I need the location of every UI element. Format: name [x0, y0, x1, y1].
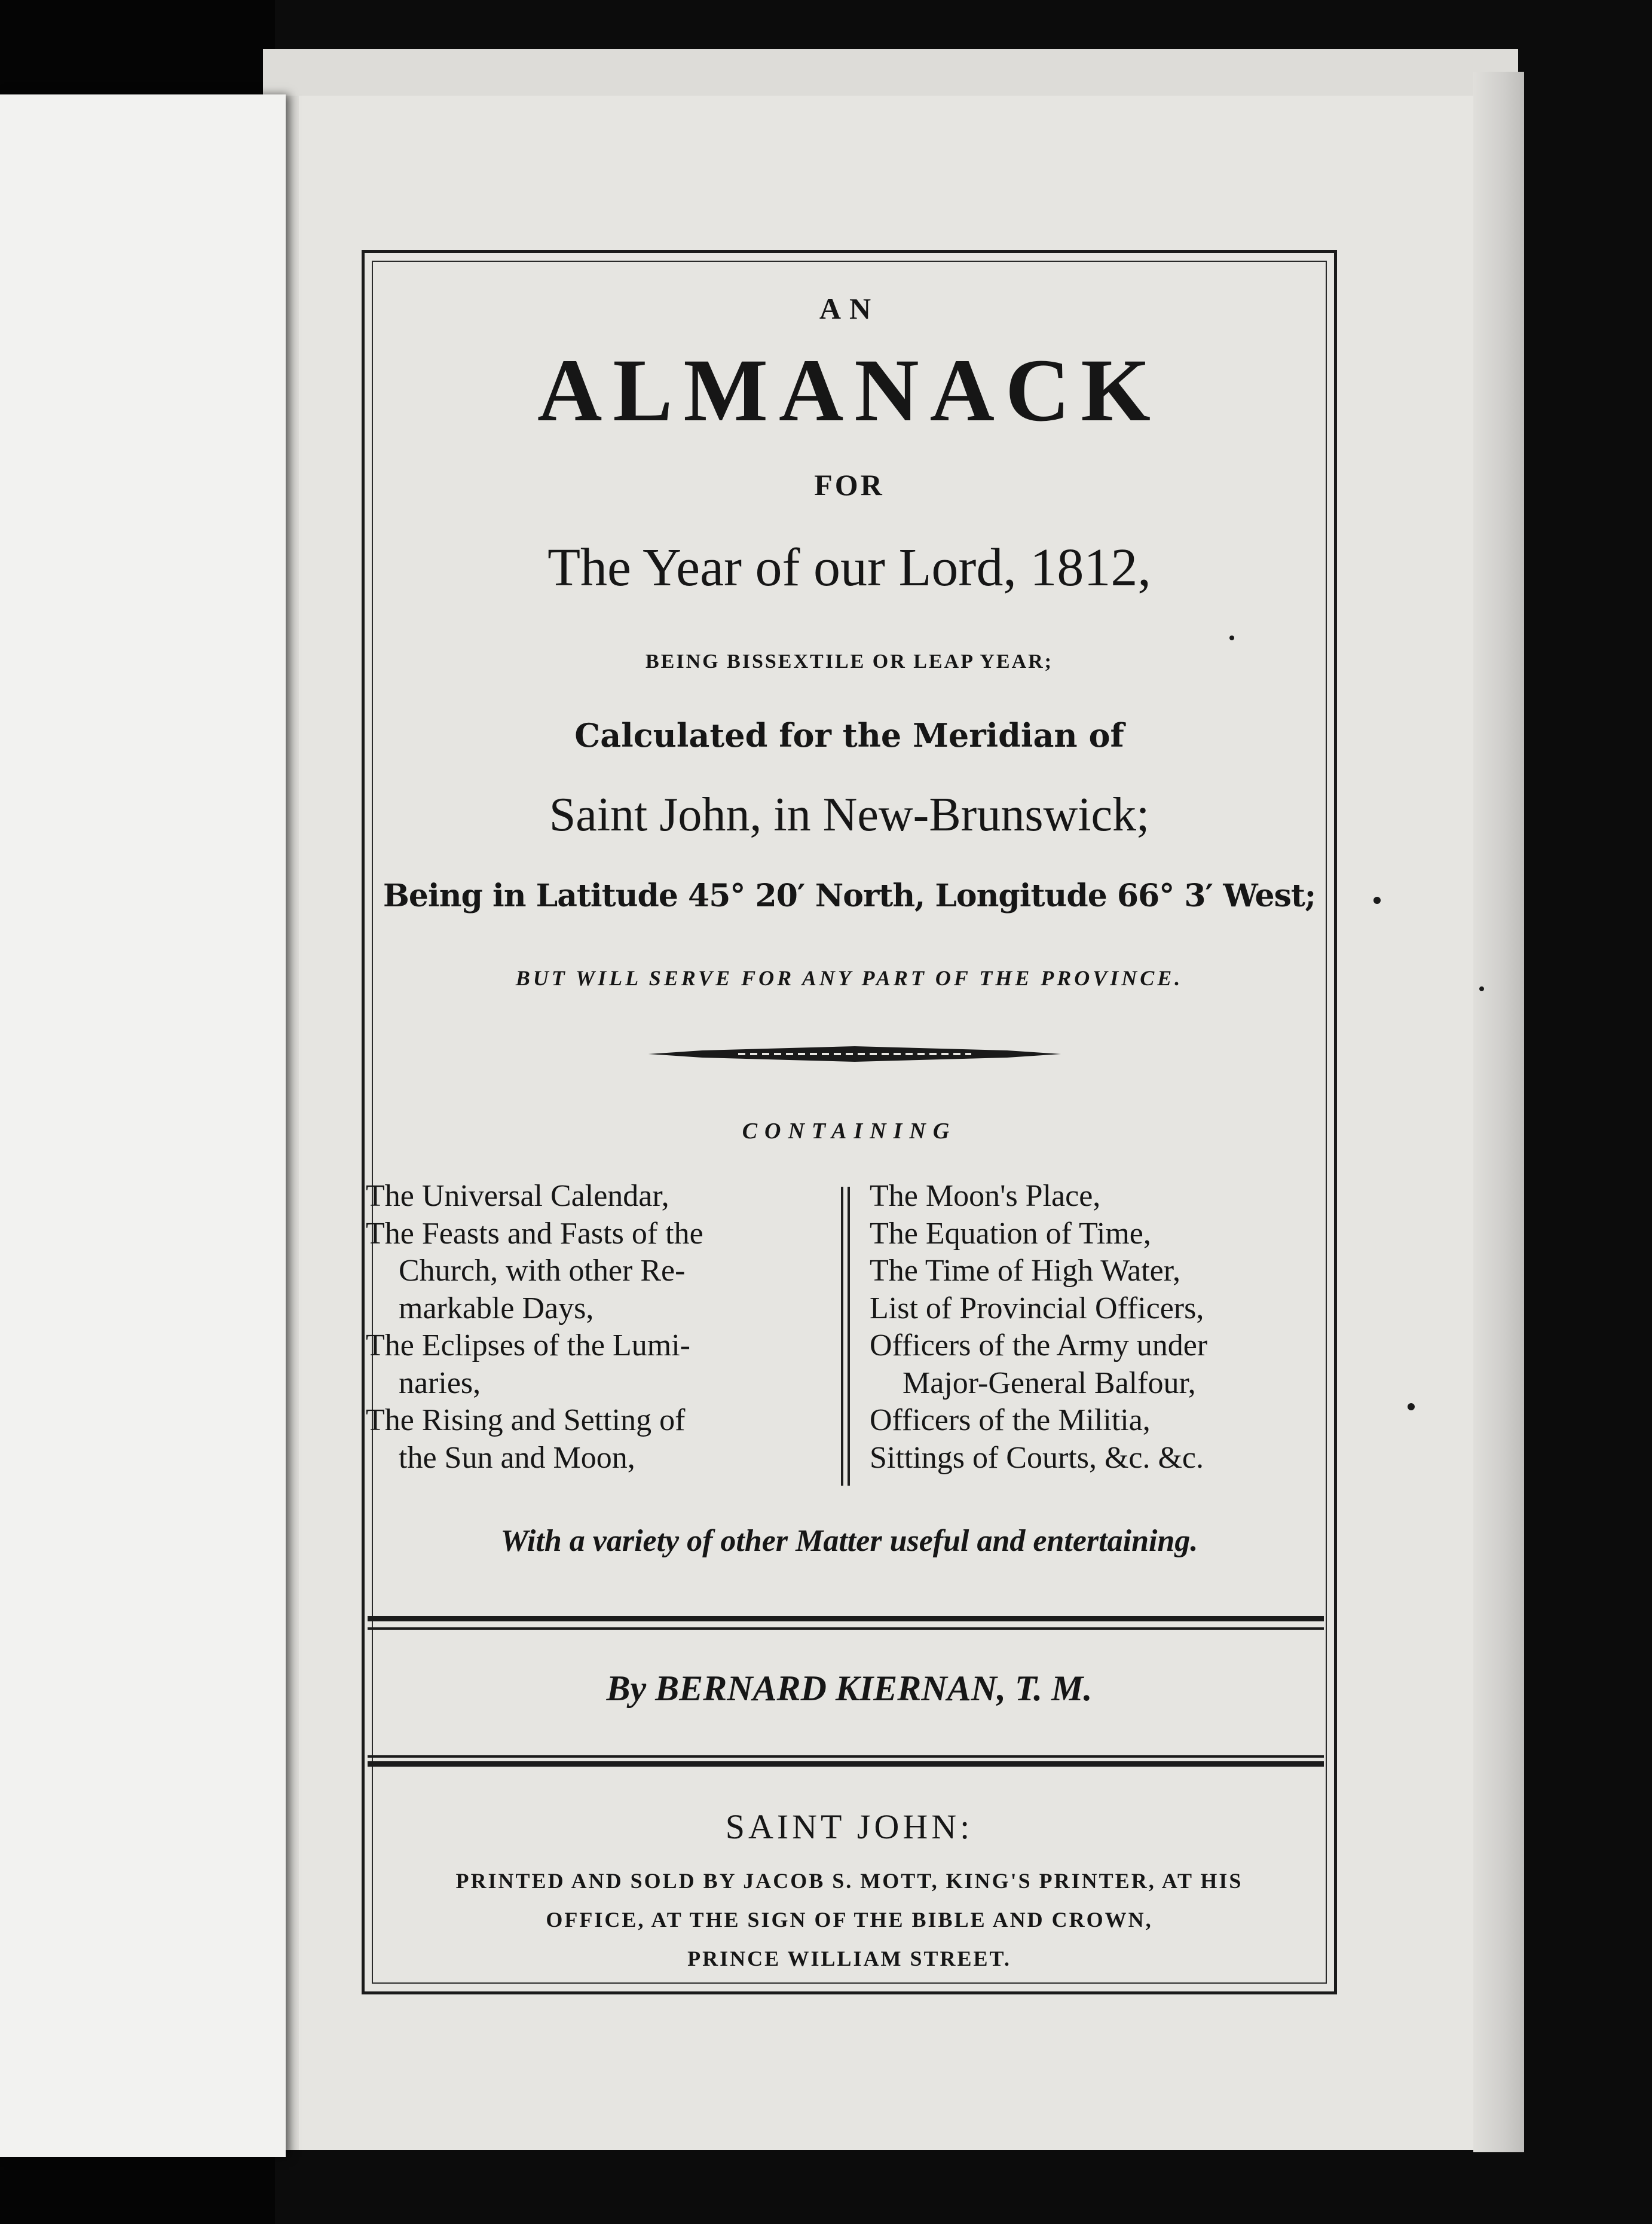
contents-item: The Feasts and Fasts of the: [366, 1216, 703, 1251]
imprint-line: PRINCE WILLIAM STREET.: [687, 1947, 1011, 1971]
ink-speck: [1479, 986, 1484, 991]
containing-heading: CONTAINING: [742, 1119, 957, 1144]
heading-an: AN: [819, 292, 880, 325]
contents-item: The Rising and Setting of: [366, 1403, 686, 1437]
contents-item: The Time of High Water,: [870, 1254, 1180, 1288]
contents-right-column: [870, 1178, 1207, 1477]
double-rule-top-thin: [368, 1627, 1324, 1630]
contents-item: Sittings of Courts, &c. &c.: [870, 1440, 1204, 1475]
imprint-line: PRINTED AND SOLD BY JACOB S. MOTT, KING'S PRINTER, AT HIS: [455, 1869, 1243, 1893]
variety-line: With a variety of other Matter useful and entertaining.: [500, 1524, 1198, 1558]
contents-item: Major-General Balfour,: [903, 1365, 1196, 1400]
contents-left-column: [366, 1178, 703, 1477]
contents-item: The Eclipses of the Lumi-: [366, 1328, 690, 1362]
bissextile-line: BEING BISSEXTILE OR LEAP YEAR;: [645, 650, 1053, 673]
ornament-rule-icon: [648, 1039, 1061, 1069]
place-line: Saint John, in New-Brunswick;: [549, 789, 1150, 841]
contents-item: Officers of the Army under: [870, 1328, 1208, 1362]
meridian-line: Calculated for the Meridian of: [574, 716, 1124, 754]
ink-speck: [1373, 897, 1381, 904]
heading-for: FOR: [814, 468, 885, 502]
contents-item: the Sun and Moon,: [399, 1440, 635, 1475]
double-rule-bottom: [368, 1761, 1324, 1767]
year-line: The Year of our Lord, 1812,: [547, 538, 1151, 597]
imprint-line: OFFICE, AT THE SIGN OF THE BIBLE AND CROWN,: [546, 1908, 1153, 1932]
contents-item: The Universal Calendar,: [366, 1179, 669, 1213]
heading-almanack: ALMANACK: [537, 341, 1161, 440]
contents-item: The Equation of Time,: [870, 1216, 1151, 1251]
author-line: By BERNARD KIERNAN, T. M.: [606, 1669, 1093, 1708]
contents-item: Church, with other Re-: [399, 1254, 686, 1288]
blank-facing-leaf: [0, 94, 286, 2157]
contents-item: The Moon's Place,: [870, 1179, 1101, 1213]
ink-speck: [1408, 1403, 1415, 1410]
contents-item: naries,: [399, 1365, 481, 1400]
contents-item: markable Days,: [399, 1291, 594, 1325]
double-rule-top: [368, 1616, 1324, 1621]
imprint-city: SAINT JOHN:: [725, 1807, 974, 1846]
column-divider: [840, 1187, 852, 1486]
province-line: BUT WILL SERVE FOR ANY PART OF THE PROVINCE.: [515, 966, 1183, 990]
contents-item: List of Provincial Officers,: [870, 1291, 1204, 1325]
contents-item: Officers of the Militia,: [870, 1403, 1151, 1437]
ink-speck: [1229, 636, 1234, 640]
page-edge: [1473, 72, 1524, 2152]
latitude-line: Being in Latitude 45° 20′ North, Longitude 66° 3′ West;: [383, 878, 1316, 914]
double-rule-bottom-thin: [368, 1755, 1324, 1758]
